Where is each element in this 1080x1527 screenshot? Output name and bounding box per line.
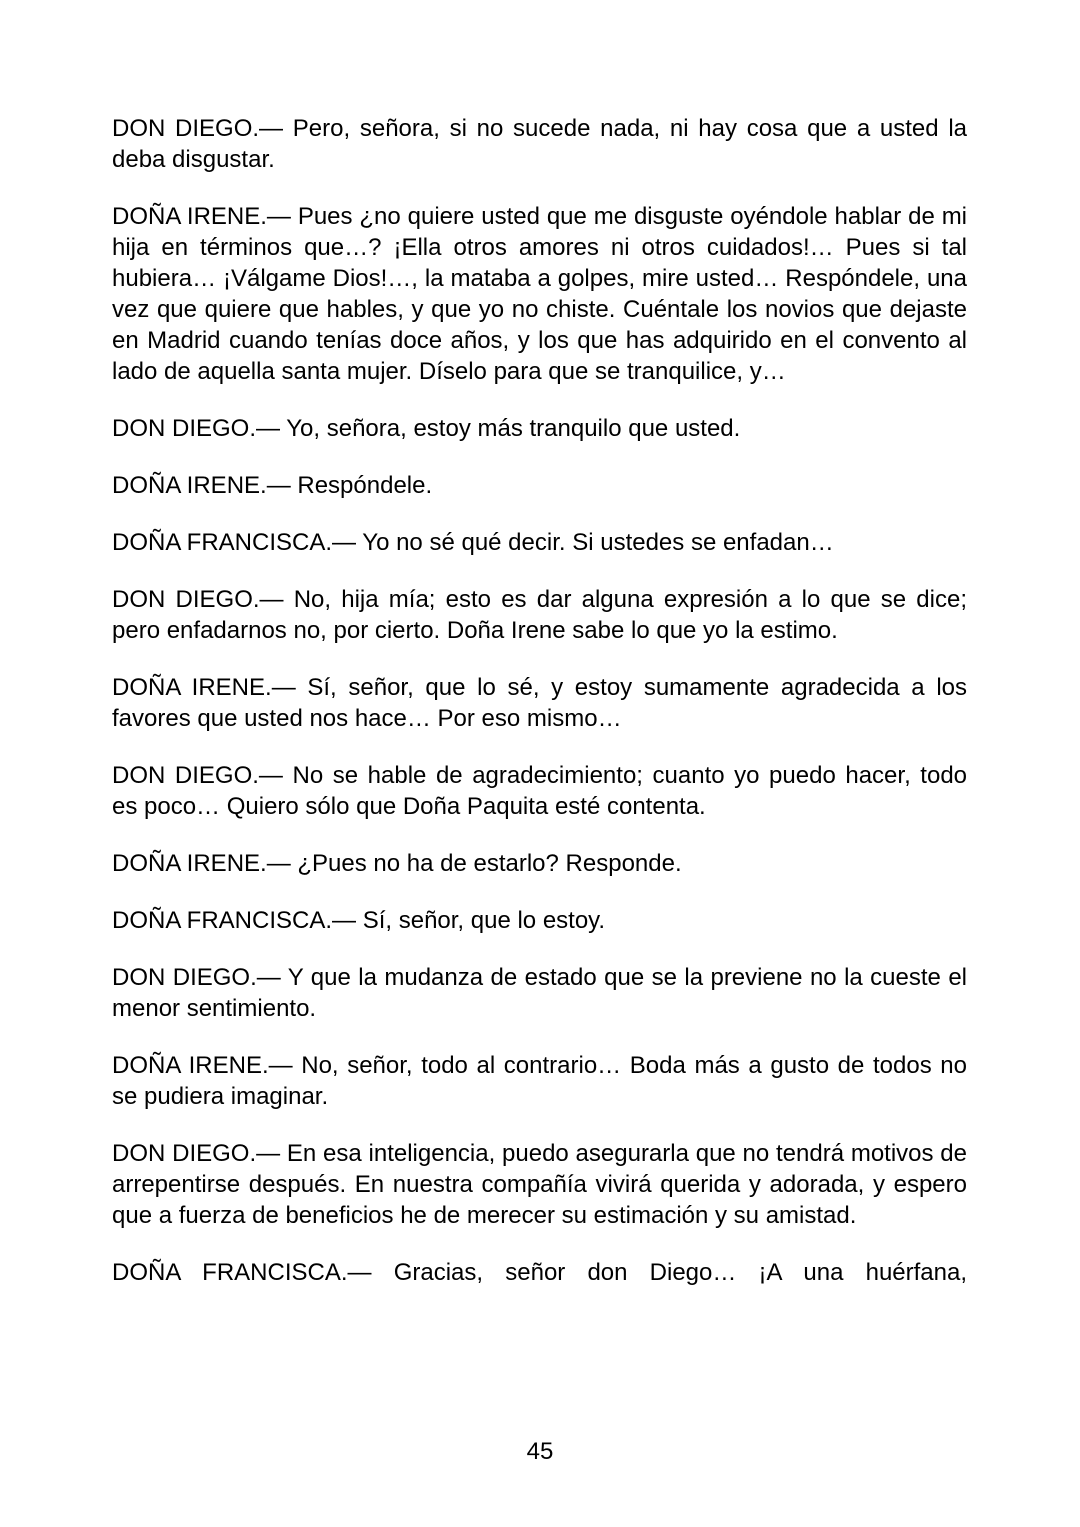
- dialogue-paragraph: [112, 848, 967, 879]
- dialogue-text: Yo, señora, estoy más tranquilo que usted.: [286, 415, 741, 442]
- speaker-name: DON DIEGO.—: [112, 115, 284, 142]
- dialogue-text: No, hija mía; esto es dar alguna expresión a lo que se dice; pero enfadarnos no, por cierto. Doña Irene sabe lo que yo la estimo.: [112, 586, 967, 644]
- dialogue-text: Pues ¿no quiere usted que me disguste oyéndole hablar de mi hija en términos que…? ¡Ella otros amores ni otros cuidados!… Pues si tal hubiera… ¡Válgame Dios!…, la mataba a golpes, mire usted… Respóndele, una vez que quiere que hables, y que yo no chiste. Cuéntale los novios que dejaste en Madrid cuando tenías doce años, y los que has adquirido en el convento al lado de aquella santa mujer. Díselo para que se tranquilice, y…: [112, 203, 968, 385]
- speaker-name: DOÑA IRENE.—: [112, 203, 291, 230]
- speaker-name: DOÑA FRANCISCA.—: [112, 907, 357, 934]
- speaker-name: DOÑA FRANCISCA.—: [112, 1259, 372, 1286]
- dialogue-paragraph: [112, 584, 967, 646]
- speaker-name: DON DIEGO.—: [112, 1140, 281, 1167]
- page-number: 45: [526, 1438, 554, 1465]
- dialogue-paragraph: [112, 470, 967, 501]
- dialogue-text: Gracias, señor don Diego… ¡A una huérfana,: [393, 1259, 968, 1286]
- speaker-name: DON DIEGO.—: [112, 964, 281, 991]
- speaker-name: DON DIEGO.—: [112, 762, 283, 789]
- dialogue-text: Respóndele.: [297, 472, 433, 499]
- dialogue-text: Sí, señor, que lo estoy.: [362, 907, 606, 934]
- dialogue-paragraph: [112, 672, 967, 734]
- dialogue-paragraph: [112, 1257, 967, 1288]
- dialogue-text: No se hable de agradecimiento; cuanto yo puedo hacer, todo es poco… Quiero sólo que Doña Paquita esté contenta.: [112, 762, 968, 820]
- speaker-name: DOÑA IRENE.—: [112, 674, 296, 701]
- dialogue-text: Pero, señora, si no sucede nada, ni hay cosa que a usted la deba disgustar.: [112, 115, 968, 173]
- dialogue-paragraph: [112, 527, 967, 558]
- dialogue-paragraph: [112, 1050, 967, 1112]
- speaker-name: DOÑA FRANCISCA.—: [112, 529, 357, 556]
- page-body: [112, 113, 967, 1314]
- dialogue-text: Y que la mudanza de estado que se la previene no la cueste el menor sentimiento.: [112, 964, 968, 1022]
- dialogue-paragraph: [112, 113, 967, 175]
- dialogue-text: Yo no sé qué decir. Si ustedes se enfadan…: [362, 529, 834, 556]
- dialogue-text: En esa inteligencia, puedo asegurarla que no tendrá motivos de arrepentirse después. En nuestra compañía vivirá querida y adorada, y espero que a fuerza de beneficios he de merecer su estimación y su amistad.: [112, 1140, 968, 1229]
- dialogue-paragraph: [112, 905, 967, 936]
- dialogue-paragraph: [112, 413, 967, 444]
- speaker-name: DOÑA IRENE.—: [112, 472, 291, 499]
- dialogue-text: Sí, señor, que lo sé, y estoy sumamente agradecida a los favores que usted nos hace… Por eso mismo…: [112, 674, 968, 732]
- dialogue-paragraph: [112, 760, 967, 822]
- speaker-name: DON DIEGO.—: [112, 415, 281, 442]
- dialogue-paragraph: [112, 962, 967, 1024]
- dialogue-text: No, señor, todo al contrario… Boda más a gusto de todos no se pudiera imaginar.: [112, 1052, 967, 1110]
- dialogue-text: ¿Pues no ha de estarlo? Responde.: [297, 850, 682, 877]
- speaker-name: DOÑA IRENE.—: [112, 1052, 293, 1079]
- speaker-name: DON DIEGO.—: [112, 586, 284, 613]
- dialogue-paragraph: [112, 201, 967, 387]
- speaker-name: DOÑA IRENE.—: [112, 850, 291, 877]
- dialogue-paragraph: [112, 1138, 967, 1231]
